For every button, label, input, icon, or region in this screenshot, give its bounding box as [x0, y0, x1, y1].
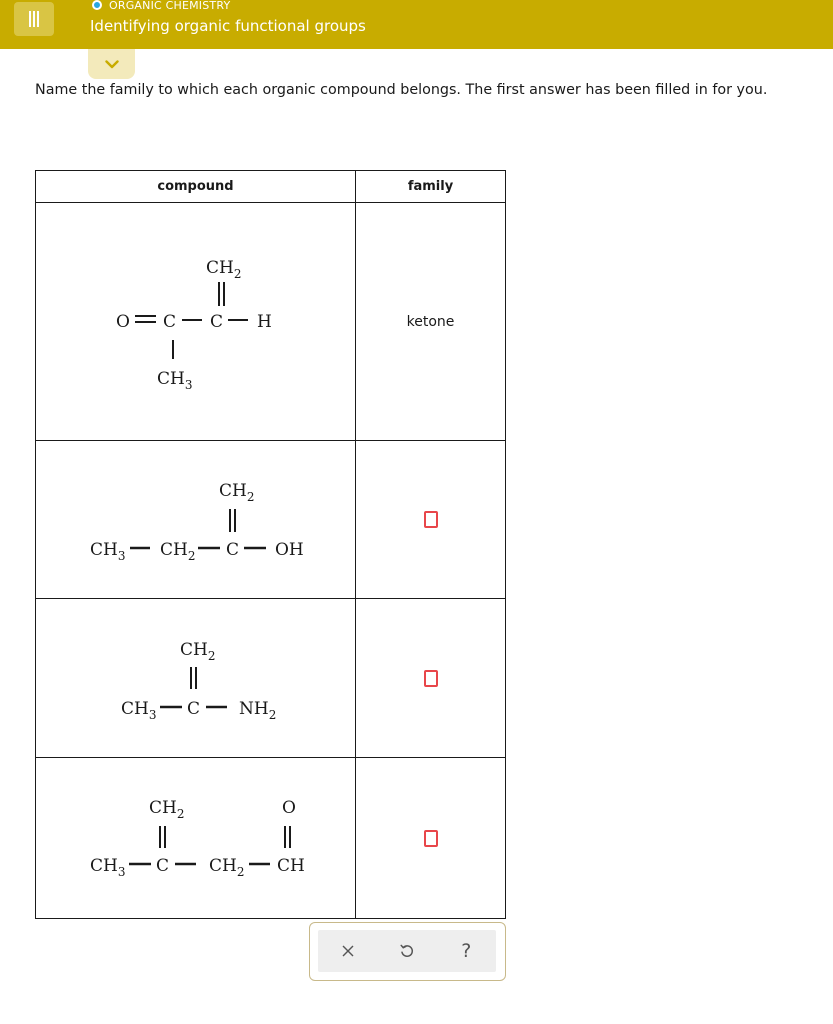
collapse-toggle[interactable] — [88, 49, 135, 79]
family-cell — [356, 203, 506, 441]
compound-cell — [36, 599, 356, 758]
formula-label: O — [116, 312, 130, 332]
undo-button[interactable] — [387, 933, 427, 969]
formula-label: C — [226, 540, 240, 560]
family-cell — [356, 758, 506, 919]
column-header-compound: compound — [36, 171, 356, 203]
table-row — [36, 203, 506, 441]
family-cell — [356, 441, 506, 599]
formula-label: O — [282, 798, 296, 818]
undo-icon — [399, 943, 415, 959]
family-answer-input[interactable] — [424, 670, 438, 687]
formula-label: $CH_2$ — [149, 798, 185, 821]
answer-toolbar — [309, 922, 506, 981]
close-icon — [342, 945, 354, 957]
formula-label: C — [210, 312, 224, 332]
menu-button[interactable] — [14, 2, 54, 36]
chevron-down-icon — [105, 60, 119, 69]
formula-label: $CH_2$ — [219, 481, 255, 504]
clear-button[interactable] — [328, 933, 368, 969]
table-row — [36, 599, 506, 758]
formula-label: $CH_2$ — [206, 258, 242, 281]
formula-label: $CH_2$ — [160, 540, 196, 563]
module-indicator — [92, 0, 230, 12]
family-answer-input[interactable] — [424, 830, 438, 847]
topic-title: Identifying organic functional groups — [90, 17, 366, 35]
column-header-family: family — [356, 171, 506, 203]
table-row — [36, 758, 506, 919]
formula-label: OH — [275, 540, 304, 560]
table-header-row — [36, 171, 506, 203]
top-bar — [0, 0, 833, 49]
hamburger-icon — [27, 10, 41, 28]
formula-label: $CH_2$ — [209, 856, 245, 879]
progress-dot-icon — [92, 0, 102, 10]
formula-label: C — [187, 699, 201, 719]
family-answer-input[interactable] — [424, 511, 438, 528]
formula-label: $CH_3$ — [90, 856, 126, 879]
formula-label: $CH_3$ — [157, 369, 193, 392]
formula-label: CH — [277, 856, 305, 876]
structural-formula — [36, 441, 355, 598]
formula-label: H — [257, 312, 272, 332]
structural-formula — [36, 203, 355, 440]
formula-label: $NH_2$ — [239, 699, 277, 722]
compound-cell — [36, 441, 356, 599]
formula-label: $CH_3$ — [121, 699, 157, 722]
table-row — [36, 441, 506, 599]
structural-formula — [36, 758, 355, 918]
toolbar-buttons — [318, 930, 496, 972]
module-label: ORGANIC CHEMISTRY — [109, 0, 231, 12]
compound-cell — [36, 203, 356, 441]
help-button[interactable] — [446, 933, 486, 969]
compound-cell — [36, 758, 356, 919]
family-answer-ketone: ketone — [406, 313, 455, 330]
family-cell — [356, 599, 506, 758]
structural-formula — [36, 599, 355, 757]
help-icon: ? — [461, 940, 472, 962]
compound-family-table — [35, 170, 506, 919]
formula-label: $CH_2$ — [180, 640, 216, 663]
formula-label: C — [163, 312, 177, 332]
formula-label: C — [156, 856, 170, 876]
instructions-text: Name the family to which each organic compound belongs. The first answer has been filled in for you. — [35, 82, 768, 98]
formula-label: $CH_3$ — [90, 540, 126, 563]
